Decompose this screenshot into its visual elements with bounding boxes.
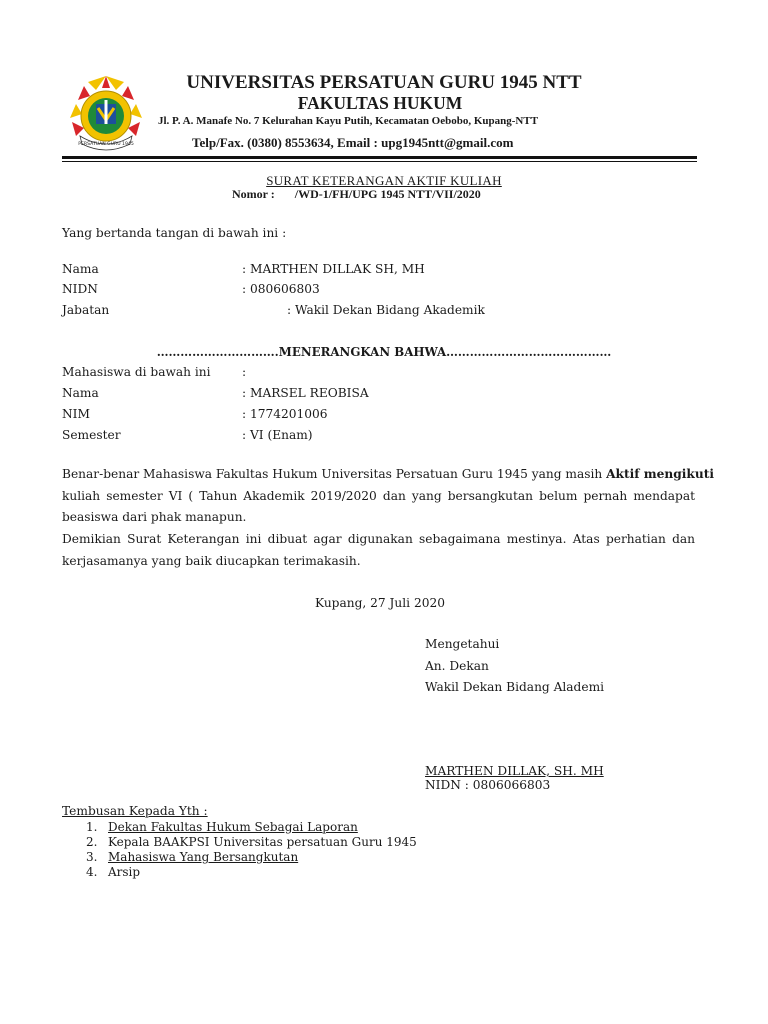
cc-item-text: Dekan Fakultas Hukum Sebagai Laporan — [108, 820, 358, 834]
student-semester-label: Semester — [62, 428, 121, 442]
cc-title: Tembusan Kepada Yth : — [62, 804, 208, 818]
body-p1-line3: beasiswa dari phak manapun. — [62, 510, 247, 524]
logo-banner-text: PERSATUAN GURU 1945 — [78, 142, 134, 147]
student-name-label: Nama — [62, 386, 99, 400]
letterhead-divider-thick — [62, 156, 697, 159]
signer-name-label: Nama — [62, 262, 99, 276]
signer-position-value: : Wakil Dekan Bidang Akademik — [287, 303, 485, 317]
signer-position-label: Jabatan — [62, 303, 110, 317]
university-name: UNIVERSITAS PERSATUAN GURU 1945 NTT — [186, 72, 582, 93]
address-line: Jl. P. A. Manafe No. 7 Kelurahan Kayu Putih, Kecamatan Oebobo, Kupang-NTT — [158, 115, 539, 127]
signer-nidn-label: NIDN — [62, 282, 98, 296]
body-p1-line2: kuliah semester VI ( Tahun Akademik 2019/2020 dan yang bersangkutan belum pernah mendapat — [62, 488, 695, 503]
letterhead-divider-thin — [62, 161, 697, 162]
document-title: SURAT KETERANGAN AKTIF KULIAH — [266, 173, 502, 188]
student-nim-value: : 1774201006 — [242, 407, 328, 421]
cc-item-text: Mahasiswa Yang Bersangkutan — [108, 850, 299, 864]
cc-item: 1. Dekan Fakultas Hukum Sebagai Laporan — [86, 820, 358, 834]
signatory-nidn: NIDN : 0806066803 — [425, 778, 551, 792]
body-paragraph-1 — [62, 464, 714, 529]
faculty-name: FAKULTAS HUKUM — [297, 93, 463, 113]
place-date: Kupang, 27 Juli 2020 — [315, 596, 445, 610]
document-number — [232, 187, 481, 202]
active-status-emphasis: Aktif mengikuti — [606, 467, 714, 481]
declaration-separator: ………………………….MENERANGKAN BAHWA…………………………………… — [156, 345, 612, 359]
signature-on-behalf: An. Dekan — [425, 659, 489, 673]
signature-position: Wakil Dekan Bidang Alademi — [425, 680, 605, 694]
cc-item-text: Arsip — [108, 865, 141, 879]
cc-list — [86, 820, 417, 880]
body-paragraph-2 — [62, 529, 695, 572]
intro-text: Yang bertanda tangan di bawah ini : — [62, 226, 287, 240]
contact-line: Telp/Fax. (0380) 8553634, Email : upg1945ntt@gmail.com — [192, 135, 514, 150]
body-p1-line1: Benar-benar Mahasiswa Fakultas Hukum Universitas Persatuan Guru 1945 yang masih Aktif mengikuti — [62, 467, 714, 481]
signer-nidn-value: : 080606803 — [242, 282, 320, 296]
document-number-value: /WD-1/FH/UPG 1945 NTT/VII/2020 — [294, 187, 481, 201]
cc-item: 2. Kepala BAAKPSI Universitas persatuan Guru 1945 — [86, 835, 417, 849]
student-semester-value: : VI (Enam) — [242, 428, 313, 442]
body-p2-line1: Demikian Surat Keterangan ini dibuat agar digunakan sebagaimana mestinya. Atas perhatian dan — [62, 532, 695, 546]
student-intro-value: : — [242, 365, 247, 379]
student-name-value: : MARSEL REOBISA — [242, 386, 369, 400]
signer-name-value: : MARTHEN DILLAK SH, MH — [242, 262, 425, 276]
body-p2-line2: kerjasamanya yang baik diucapkan terimakasih. — [62, 553, 361, 568]
document-number-label: Nomor : — [232, 187, 275, 201]
student-intro-label: Mahasiswa di bawah ini — [62, 365, 211, 379]
signatory-name: MARTHEN DILLAK, SH. MH — [425, 764, 604, 778]
cc-item-text: Kepala BAAKPSI Universitas persatuan Guru 1945 — [108, 835, 417, 849]
student-nim-label: NIM — [62, 407, 90, 421]
signature-acknowledged: Mengetahui — [425, 637, 500, 651]
cc-item: 3. Mahasiswa Yang Bersangkutan — [86, 850, 299, 864]
cc-item: 4. Arsip — [86, 865, 141, 879]
